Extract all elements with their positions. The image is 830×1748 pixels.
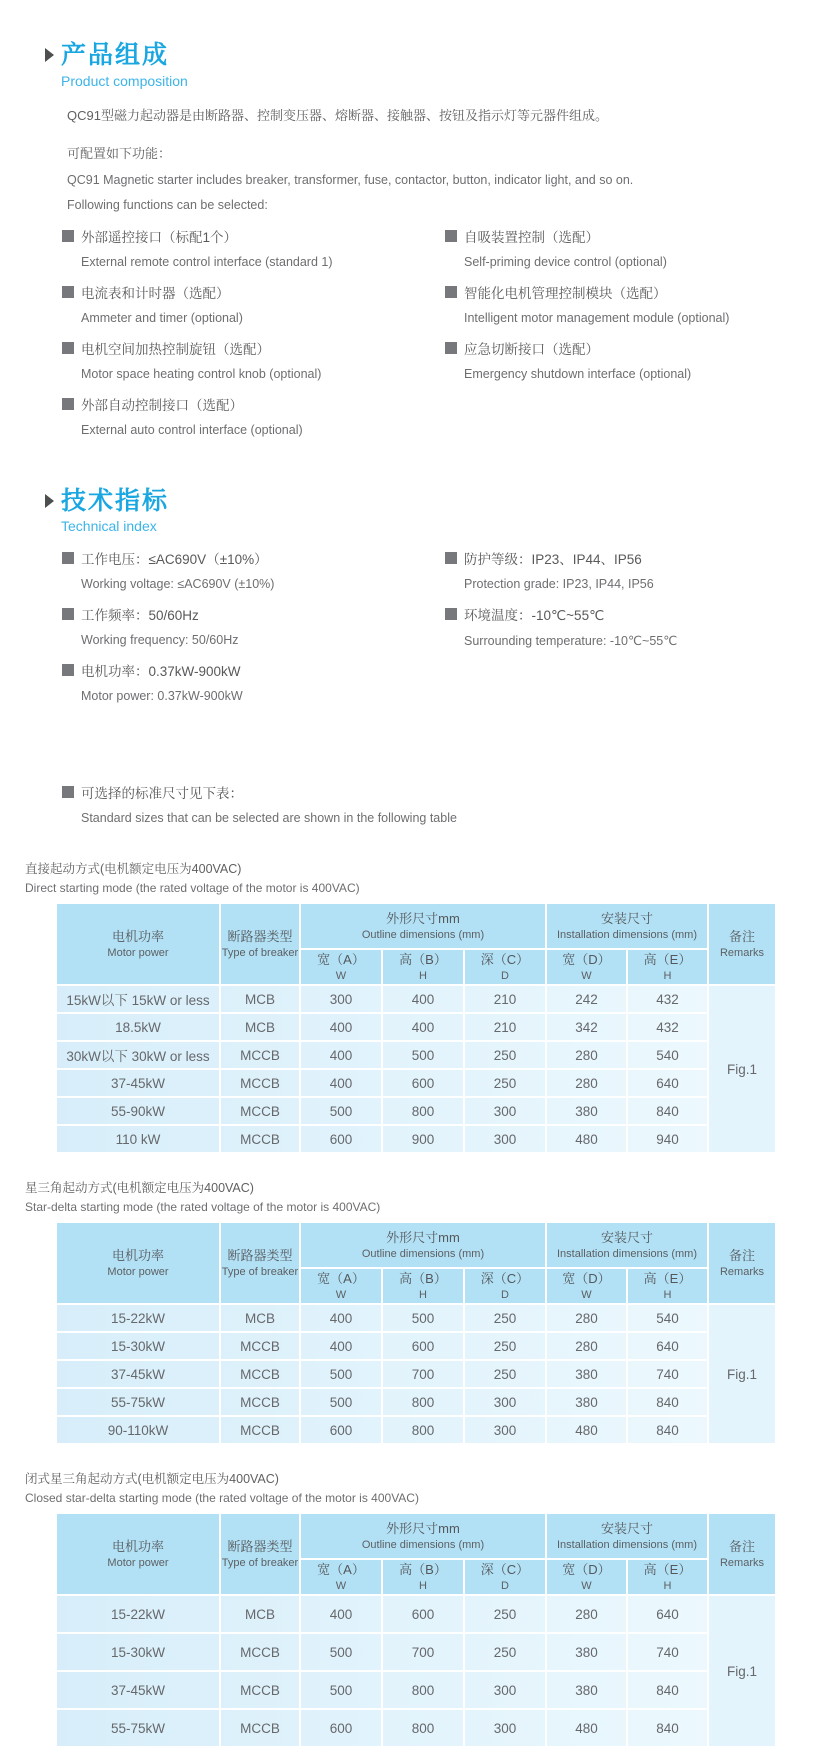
width-d-header: 宽（D） W	[546, 1268, 627, 1304]
installation-dimensions-header: 安装尺寸 Installation dimensions (mm)	[546, 1222, 708, 1268]
height-b-cell: 800	[382, 1097, 464, 1125]
motor-power-header: 电机功率 Motor power	[56, 1222, 220, 1304]
breaker-type-header: 断路器类型 Type of breaker	[220, 1222, 300, 1304]
table-row	[56, 1633, 776, 1671]
remarks-header: 备注 Remarks	[708, 903, 776, 985]
depth-c-cell: 300	[464, 1416, 546, 1444]
feature-label-en: Emergency shutdown interface (optional)	[464, 366, 692, 381]
table-caption	[25, 859, 830, 895]
breaker-type-cell: MCB	[220, 985, 300, 1013]
depth-c-header: 深（C） D	[464, 1559, 546, 1595]
square-bullet-icon	[62, 286, 74, 298]
width-d-cell: 380	[546, 1388, 627, 1416]
intro-zh-line1: QC91型磁力起动器是由断路器、控制变压器、熔断器、接触器、按钮及指示灯等元器件组成。	[67, 107, 608, 123]
table-caption-zh: 直接起动方式(电机额定电压为400VAC)	[25, 862, 242, 876]
square-bullet-icon	[445, 286, 457, 298]
width-a-cell: 500	[300, 1388, 382, 1416]
feature-column-left	[62, 226, 445, 450]
depth-c-cell: 250	[464, 1304, 546, 1332]
section-title-block	[61, 42, 188, 89]
feature-label-en: Self-priming device control (optional)	[464, 254, 667, 269]
width-a-cell: 400	[300, 1332, 382, 1360]
width-a-cell: 400	[300, 1069, 382, 1097]
technical-index-section	[0, 488, 830, 717]
intro-en-line2: Following functions can be selected:	[67, 197, 268, 212]
breaker-type-cell: MCCB	[220, 1332, 300, 1360]
triangle-bullet-icon	[45, 494, 54, 508]
motor-power-cell: 37-45kW	[56, 1069, 220, 1097]
spec-column-left	[62, 548, 445, 716]
height-e-cell: 540	[627, 1041, 708, 1069]
motor-power-cell: 15-22kW	[56, 1304, 220, 1332]
table-body	[56, 985, 776, 1153]
width-d-cell: 480	[546, 1709, 627, 1747]
table-header	[56, 1222, 776, 1304]
height-e-cell: 740	[627, 1633, 708, 1671]
depth-c-cell: 250	[464, 1633, 546, 1671]
breaker-type-cell: MCCB	[220, 1633, 300, 1671]
feature-label-zh: 自吸装置控制（选配）	[464, 229, 599, 245]
height-e-cell: 840	[627, 1671, 708, 1709]
breaker-type-cell: MCCB	[220, 1097, 300, 1125]
feature-label-en: External remote control interface (standard 1)	[81, 254, 333, 269]
spec-item	[445, 604, 830, 648]
installation-dimensions-header: 安装尺寸 Installation dimensions (mm)	[546, 1513, 708, 1559]
outline-dimensions-header: 外形尺寸mm Outline dimensions (mm)	[300, 1513, 546, 1559]
height-b-cell: 500	[382, 1304, 464, 1332]
spec-item	[62, 604, 445, 647]
height-e-cell: 540	[627, 1304, 708, 1332]
feature-item	[62, 394, 445, 437]
width-a-cell: 500	[300, 1633, 382, 1671]
height-e-cell: 740	[627, 1360, 708, 1388]
table-row	[56, 1388, 776, 1416]
table-body	[56, 1304, 776, 1444]
width-a-cell: 500	[300, 1671, 382, 1709]
feature-label-zh: 电机空间加热控制旋钮（选配）	[81, 341, 270, 357]
width-d-cell: 480	[546, 1416, 627, 1444]
width-d-header: 宽（D） W	[546, 949, 627, 985]
motor-power-cell: 15-30kW	[56, 1633, 220, 1671]
depth-c-cell: 300	[464, 1097, 546, 1125]
height-b-cell: 800	[382, 1671, 464, 1709]
breaker-type-cell: MCCB	[220, 1041, 300, 1069]
square-bullet-icon	[445, 342, 457, 354]
width-d-cell: 280	[546, 1304, 627, 1332]
spec-label-zh: 工作频率：50/60Hz	[81, 608, 199, 623]
height-b-cell: 400	[382, 1013, 464, 1041]
table-caption-zh: 闭式星三角起动方式(电机额定电压为400VAC)	[25, 1472, 279, 1486]
height-b-cell: 400	[382, 985, 464, 1013]
width-d-cell: 380	[546, 1671, 627, 1709]
height-b-cell: 900	[382, 1125, 464, 1153]
motor-power-cell: 30kW以下 30kW or less	[56, 1041, 220, 1069]
feature-label-en: Intelligent motor management module (optional)	[464, 310, 730, 325]
motor-power-cell: 15-30kW	[56, 1332, 220, 1360]
table-row	[56, 1595, 776, 1633]
depth-c-cell: 250	[464, 1332, 546, 1360]
note-zh: 可选择的标准尺寸见下表：	[81, 786, 243, 801]
width-a-cell: 400	[300, 1013, 382, 1041]
width-d-cell: 380	[546, 1097, 627, 1125]
feature-item	[62, 226, 445, 269]
section-header	[45, 488, 830, 535]
section-title-block	[61, 488, 169, 535]
width-a-header: 宽（A） W	[300, 1268, 382, 1304]
table-row	[56, 1069, 776, 1097]
table-caption-zh: 星三角起动方式(电机额定电压为400VAC)	[25, 1181, 254, 1195]
height-e-cell: 640	[627, 1069, 708, 1097]
intro-paragraphs	[67, 105, 830, 212]
section-title-en: Technical index	[61, 518, 157, 534]
table-row	[56, 1304, 776, 1332]
table-body	[56, 1595, 776, 1747]
height-b-cell: 700	[382, 1360, 464, 1388]
width-a-cell: 500	[300, 1097, 382, 1125]
spec-label-zh: 电机功率：0.37kW-900kW	[81, 664, 241, 679]
table-header	[56, 1513, 776, 1595]
breaker-type-cell: MCCB	[220, 1069, 300, 1097]
width-a-header: 宽（A） W	[300, 1559, 382, 1595]
feature-label-zh: 外部遥控接口（标配1个）	[81, 229, 238, 245]
square-bullet-icon	[445, 230, 457, 242]
note-en: Standard sizes that can be selected are shown in the following table	[81, 811, 457, 825]
table-row	[56, 985, 776, 1013]
table-caption-en: Closed star-delta starting mode (the rated voltage of the motor is 400VAC)	[25, 1491, 419, 1505]
breaker-type-cell: MCCB	[220, 1671, 300, 1709]
width-d-cell: 280	[546, 1069, 627, 1097]
feature-label-zh: 电流表和计时器（选配）	[81, 285, 230, 301]
square-bullet-icon	[62, 664, 74, 676]
triangle-bullet-icon	[45, 48, 54, 62]
width-d-cell: 242	[546, 985, 627, 1013]
remarks-header: 备注 Remarks	[708, 1513, 776, 1595]
width-d-cell: 380	[546, 1360, 627, 1388]
height-b-header: 高（B） H	[382, 949, 464, 985]
width-a-cell: 500	[300, 1360, 382, 1388]
square-bullet-icon	[62, 786, 74, 798]
feature-label-zh: 外部自动控制接口（选配）	[81, 397, 243, 413]
motor-power-cell: 55-90kW	[56, 1097, 220, 1125]
spec-item	[62, 548, 445, 591]
motor-power-cell: 37-45kW	[56, 1360, 220, 1388]
motor-power-cell: 18.5kW	[56, 1013, 220, 1041]
feature-column-right	[445, 226, 830, 450]
depth-c-cell: 300	[464, 1125, 546, 1153]
spec-label-en: Working frequency: 50/60Hz	[81, 633, 239, 647]
square-bullet-icon	[62, 608, 74, 620]
depth-c-cell: 210	[464, 1013, 546, 1041]
intro-en-line1: QC91 Magnetic starter includes breaker, transformer, fuse, contactor, button, indicator light, and so on.	[67, 172, 634, 187]
remarks-cell: Fig.1	[708, 1595, 776, 1747]
width-d-cell: 280	[546, 1595, 627, 1633]
remarks-cell: Fig.1	[708, 1304, 776, 1444]
motor-power-cell: 55-75kW	[56, 1388, 220, 1416]
breaker-type-cell: MCB	[220, 1013, 300, 1041]
feature-item	[445, 338, 830, 381]
width-a-cell: 400	[300, 1595, 382, 1633]
remarks-header: 备注 Remarks	[708, 1222, 776, 1304]
table-caption-en: Direct starting mode (the rated voltage of the motor is 400VAC)	[25, 881, 360, 895]
width-a-header: 宽（A） W	[300, 949, 382, 985]
outline-dimensions-header: 外形尺寸mm Outline dimensions (mm)	[300, 903, 546, 949]
width-a-cell: 400	[300, 1041, 382, 1069]
height-e-cell: 432	[627, 985, 708, 1013]
installation-dimensions-header: 安装尺寸 Installation dimensions (mm)	[546, 903, 708, 949]
height-b-cell: 600	[382, 1595, 464, 1633]
height-e-cell: 840	[627, 1416, 708, 1444]
spec-item	[445, 548, 830, 591]
spec-label-zh: 防护等级：IP23、IP44、IP56	[464, 552, 642, 567]
standard-sizes-note	[62, 782, 830, 825]
depth-c-cell: 300	[464, 1388, 546, 1416]
spec-item	[62, 660, 445, 703]
product-composition-section	[0, 42, 830, 450]
height-b-cell: 600	[382, 1069, 464, 1097]
table-row	[56, 1332, 776, 1360]
feature-label-en: External auto control interface (optional)	[81, 422, 303, 437]
height-e-cell: 840	[627, 1097, 708, 1125]
depth-c-header: 深（C） D	[464, 1268, 546, 1304]
table-row	[56, 1709, 776, 1747]
breaker-type-cell: MCCB	[220, 1709, 300, 1747]
outline-dimensions-header: 外形尺寸mm Outline dimensions (mm)	[300, 1222, 546, 1268]
spec-label-en: Protection grade: IP23, IP44, IP56	[464, 577, 654, 591]
breaker-type-cell: MCCB	[220, 1125, 300, 1153]
width-d-cell: 280	[546, 1041, 627, 1069]
height-e-cell: 840	[627, 1709, 708, 1747]
feature-item	[62, 282, 445, 325]
spec-label-zh: 工作电压：≤AC690V（±10%）	[81, 552, 268, 567]
square-bullet-icon	[62, 398, 74, 410]
motor-power-cell: 37-45kW	[56, 1671, 220, 1709]
width-d-cell: 380	[546, 1633, 627, 1671]
spec-list	[62, 548, 830, 716]
motor-power-header: 电机功率 Motor power	[56, 1513, 220, 1595]
width-d-cell: 342	[546, 1013, 627, 1041]
motor-power-cell: 15kW以下 15kW or less	[56, 985, 220, 1013]
height-b-cell: 800	[382, 1388, 464, 1416]
star-delta-dimensions-table	[55, 1221, 777, 1445]
breaker-type-cell: MCCB	[220, 1416, 300, 1444]
square-bullet-icon	[62, 552, 74, 564]
depth-c-header: 深（C） D	[464, 949, 546, 985]
width-a-cell: 300	[300, 985, 382, 1013]
intro-zh-line2: 可配置如下功能：	[67, 145, 172, 161]
feature-item	[445, 282, 830, 325]
height-b-cell: 700	[382, 1633, 464, 1671]
square-bullet-icon	[445, 608, 457, 620]
depth-c-cell: 300	[464, 1671, 546, 1709]
section-title-zh: 技术指标	[61, 486, 170, 515]
section-header	[45, 42, 830, 89]
depth-c-cell: 250	[464, 1069, 546, 1097]
height-b-cell: 800	[382, 1709, 464, 1747]
motor-power-cell: 15-22kW	[56, 1595, 220, 1633]
depth-c-cell: 250	[464, 1360, 546, 1388]
breaker-type-cell: MCCB	[220, 1360, 300, 1388]
motor-power-cell: 110 kW	[56, 1125, 220, 1153]
spec-label-en: Motor power: 0.37kW-900kW	[81, 689, 243, 703]
breaker-type-cell: MCB	[220, 1304, 300, 1332]
spec-label-en: Working voltage: ≤AC690V (±10%)	[81, 577, 275, 591]
breaker-type-cell: MCCB	[220, 1388, 300, 1416]
table-row	[56, 1125, 776, 1153]
spec-label-en: Surrounding temperature: -10℃~55℃	[464, 634, 678, 648]
closed-star-delta-dimensions-table	[55, 1512, 777, 1748]
spec-column-right	[445, 548, 830, 716]
feature-item	[445, 226, 830, 269]
table-header	[56, 903, 776, 985]
width-d-header: 宽（D） W	[546, 1559, 627, 1595]
height-b-header: 高（B） H	[382, 1268, 464, 1304]
height-e-cell: 840	[627, 1388, 708, 1416]
motor-power-cell: 55-75kW	[56, 1709, 220, 1747]
depth-c-cell: 250	[464, 1041, 546, 1069]
table-row	[56, 1041, 776, 1069]
breaker-type-cell: MCB	[220, 1595, 300, 1633]
table-row	[56, 1416, 776, 1444]
table-row	[56, 1360, 776, 1388]
depth-c-cell: 300	[464, 1709, 546, 1747]
breaker-type-header: 断路器类型 Type of breaker	[220, 1513, 300, 1595]
height-e-cell: 940	[627, 1125, 708, 1153]
spec-label-zh: 环境温度：-10℃~55℃	[464, 608, 605, 623]
table-caption-en: Star-delta starting mode (the rated voltage of the motor is 400VAC)	[25, 1200, 381, 1214]
width-a-cell: 400	[300, 1304, 382, 1332]
width-a-cell: 600	[300, 1125, 382, 1153]
table-row	[56, 1013, 776, 1041]
table-row	[56, 1671, 776, 1709]
remarks-cell: Fig.1	[708, 985, 776, 1153]
feature-label-en: Ammeter and timer (optional)	[81, 310, 243, 325]
breaker-type-header: 断路器类型 Type of breaker	[220, 903, 300, 985]
height-b-header: 高（B） H	[382, 1559, 464, 1595]
height-e-header: 高（E） H	[627, 1559, 708, 1595]
feature-label-zh: 智能化电机管理控制模块（选配）	[464, 285, 667, 301]
square-bullet-icon	[62, 230, 74, 242]
width-d-cell: 480	[546, 1125, 627, 1153]
section-title-en: Product composition	[61, 72, 188, 89]
height-b-cell: 600	[382, 1332, 464, 1360]
feature-list	[62, 226, 830, 450]
feature-item	[62, 338, 445, 381]
feature-label-en: Motor space heating control knob (optional)	[81, 366, 322, 381]
table-caption	[25, 1469, 830, 1505]
height-b-cell: 500	[382, 1041, 464, 1069]
height-e-cell: 640	[627, 1595, 708, 1633]
height-b-cell: 800	[382, 1416, 464, 1444]
square-bullet-icon	[445, 552, 457, 564]
section-title-zh: 产品组成	[61, 41, 170, 69]
height-e-header: 高（E） H	[627, 1268, 708, 1304]
motor-power-cell: 90-110kW	[56, 1416, 220, 1444]
width-a-cell: 600	[300, 1709, 382, 1747]
depth-c-cell: 210	[464, 985, 546, 1013]
width-a-cell: 600	[300, 1416, 382, 1444]
width-d-cell: 280	[546, 1332, 627, 1360]
table-row	[56, 1097, 776, 1125]
feature-label-zh: 应急切断接口（选配）	[464, 341, 599, 357]
motor-power-header: 电机功率 Motor power	[56, 903, 220, 985]
height-e-cell: 640	[627, 1332, 708, 1360]
depth-c-cell: 250	[464, 1595, 546, 1633]
height-e-header: 高（E） H	[627, 949, 708, 985]
square-bullet-icon	[62, 342, 74, 354]
table-caption	[25, 1178, 830, 1214]
direct-start-dimensions-table	[55, 902, 777, 1154]
height-e-cell: 432	[627, 1013, 708, 1041]
